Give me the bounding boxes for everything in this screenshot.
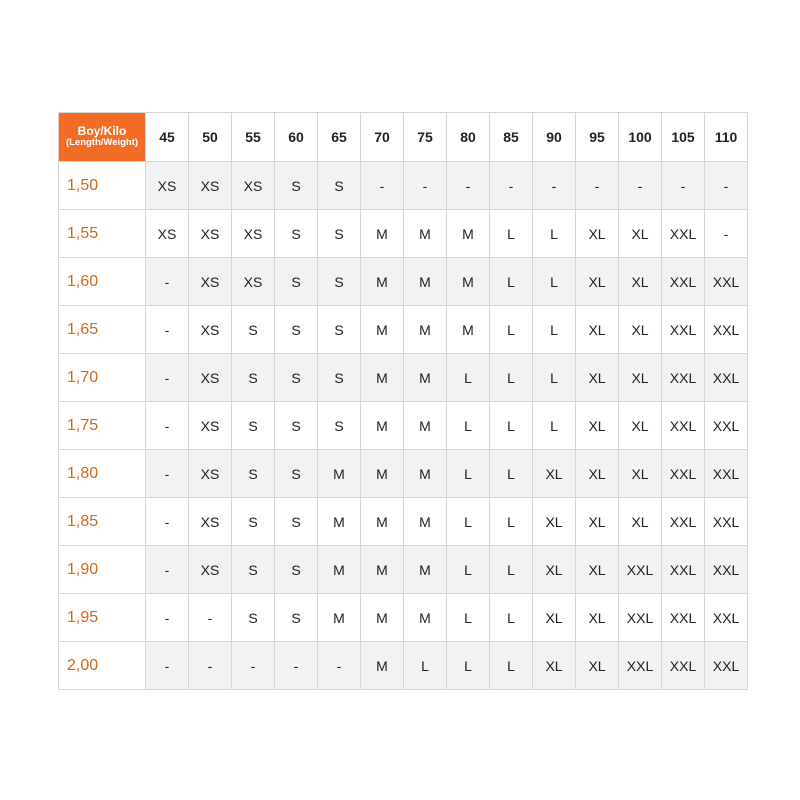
size-cell: S bbox=[275, 210, 318, 258]
size-cell: XS bbox=[146, 162, 189, 210]
size-cell: L bbox=[490, 354, 533, 402]
size-cell: XXL bbox=[705, 258, 748, 306]
height-label-cell: 1,65 bbox=[59, 306, 146, 354]
size-cell: L bbox=[490, 594, 533, 642]
size-cell: S bbox=[275, 354, 318, 402]
size-cell: S bbox=[275, 306, 318, 354]
weight-header-cell: 105 bbox=[662, 113, 705, 162]
size-cell: XL bbox=[619, 258, 662, 306]
height-label-cell: 1,55 bbox=[59, 210, 146, 258]
size-cell: XXL bbox=[705, 498, 748, 546]
size-cell: XXL bbox=[619, 546, 662, 594]
size-cell: XL bbox=[533, 546, 576, 594]
size-cell: - bbox=[146, 354, 189, 402]
table-row bbox=[59, 258, 748, 306]
size-cell: XXL bbox=[662, 306, 705, 354]
size-cell: L bbox=[490, 546, 533, 594]
size-cell: XXL bbox=[705, 450, 748, 498]
size-cell: L bbox=[447, 594, 490, 642]
size-cell: XL bbox=[576, 354, 619, 402]
weight-header-cell: 90 bbox=[533, 113, 576, 162]
size-cell: M bbox=[447, 258, 490, 306]
size-cell: S bbox=[232, 354, 275, 402]
size-cell: M bbox=[361, 450, 404, 498]
weight-header-cell: 45 bbox=[146, 113, 189, 162]
weight-header-cell: 70 bbox=[361, 113, 404, 162]
size-cell: XXL bbox=[662, 210, 705, 258]
size-cell: S bbox=[232, 450, 275, 498]
size-cell: M bbox=[404, 450, 447, 498]
size-cell: - bbox=[705, 210, 748, 258]
size-cell: L bbox=[533, 258, 576, 306]
size-cell: M bbox=[318, 450, 361, 498]
size-cell: M bbox=[404, 546, 447, 594]
weight-header-cell: 95 bbox=[576, 113, 619, 162]
size-cell: XS bbox=[146, 210, 189, 258]
size-cell: XL bbox=[576, 498, 619, 546]
size-cell: XL bbox=[619, 450, 662, 498]
size-cell: XXL bbox=[705, 546, 748, 594]
size-cell: M bbox=[404, 594, 447, 642]
size-cell: XS bbox=[189, 354, 232, 402]
size-cell: XS bbox=[189, 162, 232, 210]
weight-header-cell: 80 bbox=[447, 113, 490, 162]
size-cell: XL bbox=[619, 306, 662, 354]
size-cell: L bbox=[447, 354, 490, 402]
size-cell: L bbox=[490, 402, 533, 450]
size-cell: XXL bbox=[662, 258, 705, 306]
size-cell: - bbox=[576, 162, 619, 210]
size-cell: XL bbox=[533, 498, 576, 546]
size-cell: S bbox=[232, 498, 275, 546]
size-cell: XS bbox=[189, 402, 232, 450]
height-label-cell: 1,90 bbox=[59, 546, 146, 594]
size-cell: L bbox=[533, 354, 576, 402]
weight-header-cell: 55 bbox=[232, 113, 275, 162]
size-cell: - bbox=[404, 162, 447, 210]
corner-header-cell bbox=[59, 113, 146, 162]
size-cell: S bbox=[232, 402, 275, 450]
size-cell: S bbox=[275, 450, 318, 498]
table-row bbox=[59, 402, 748, 450]
table-row bbox=[59, 354, 748, 402]
size-cell: - bbox=[705, 162, 748, 210]
size-cell: - bbox=[146, 642, 189, 690]
size-cell: XXL bbox=[705, 306, 748, 354]
size-cell: S bbox=[275, 402, 318, 450]
size-cell: M bbox=[361, 498, 404, 546]
size-cell: M bbox=[404, 258, 447, 306]
size-cell: M bbox=[361, 594, 404, 642]
size-cell: XXL bbox=[705, 594, 748, 642]
size-cell: M bbox=[361, 402, 404, 450]
weight-header-cell: 65 bbox=[318, 113, 361, 162]
height-label-cell: 2,00 bbox=[59, 642, 146, 690]
size-chart-table bbox=[58, 112, 748, 690]
size-cell: - bbox=[146, 402, 189, 450]
size-cell: XL bbox=[619, 210, 662, 258]
size-cell: - bbox=[619, 162, 662, 210]
table-row bbox=[59, 642, 748, 690]
size-cell: - bbox=[189, 642, 232, 690]
size-cell: - bbox=[146, 498, 189, 546]
height-label-cell: 1,50 bbox=[59, 162, 146, 210]
weight-header-cell: 50 bbox=[189, 113, 232, 162]
size-cell: S bbox=[318, 402, 361, 450]
size-cell: L bbox=[490, 450, 533, 498]
size-cell: XXL bbox=[662, 642, 705, 690]
size-cell: L bbox=[490, 306, 533, 354]
size-cell: M bbox=[404, 210, 447, 258]
size-cell: L bbox=[490, 210, 533, 258]
table-row bbox=[59, 498, 748, 546]
size-cell: XS bbox=[189, 258, 232, 306]
size-cell: S bbox=[318, 210, 361, 258]
size-cell: XL bbox=[576, 450, 619, 498]
size-cell: XL bbox=[533, 642, 576, 690]
size-cell: - bbox=[146, 546, 189, 594]
size-cell: XL bbox=[533, 450, 576, 498]
table-body bbox=[59, 162, 748, 690]
size-cell: S bbox=[318, 162, 361, 210]
size-cell: XXL bbox=[662, 546, 705, 594]
weight-header-cell: 110 bbox=[705, 113, 748, 162]
size-cell: XS bbox=[232, 162, 275, 210]
weight-header-cell: 75 bbox=[404, 113, 447, 162]
size-cell: M bbox=[361, 546, 404, 594]
size-cell: S bbox=[275, 258, 318, 306]
height-label-cell: 1,75 bbox=[59, 402, 146, 450]
size-cell: L bbox=[447, 546, 490, 594]
table-header bbox=[59, 113, 748, 162]
size-cell: - bbox=[146, 258, 189, 306]
size-cell: XL bbox=[619, 402, 662, 450]
size-cell: S bbox=[232, 306, 275, 354]
size-cell: S bbox=[318, 354, 361, 402]
corner-title: Boy/Kilo bbox=[77, 123, 127, 138]
size-cell: XL bbox=[576, 402, 619, 450]
height-label-cell: 1,95 bbox=[59, 594, 146, 642]
size-cell: XL bbox=[576, 306, 619, 354]
table-row bbox=[59, 306, 748, 354]
size-cell: L bbox=[447, 402, 490, 450]
size-cell: XS bbox=[189, 498, 232, 546]
height-label-cell: 1,85 bbox=[59, 498, 146, 546]
table-row bbox=[59, 546, 748, 594]
size-cell: XS bbox=[232, 210, 275, 258]
size-cell: XL bbox=[576, 258, 619, 306]
size-cell: S bbox=[275, 162, 318, 210]
size-cell: M bbox=[404, 498, 447, 546]
size-cell: M bbox=[318, 594, 361, 642]
table-row bbox=[59, 450, 748, 498]
size-cell: L bbox=[404, 642, 447, 690]
size-cell: - bbox=[490, 162, 533, 210]
size-cell: XL bbox=[576, 546, 619, 594]
size-cell: L bbox=[533, 306, 576, 354]
size-cell: XXL bbox=[662, 354, 705, 402]
table-row bbox=[59, 594, 748, 642]
size-cell: XXL bbox=[662, 498, 705, 546]
size-cell: XS bbox=[232, 258, 275, 306]
size-cell: M bbox=[318, 498, 361, 546]
size-cell: M bbox=[447, 210, 490, 258]
size-cell: XS bbox=[189, 546, 232, 594]
size-cell: XS bbox=[189, 210, 232, 258]
size-cell: XXL bbox=[662, 402, 705, 450]
height-label-cell: 1,80 bbox=[59, 450, 146, 498]
size-cell: L bbox=[490, 642, 533, 690]
size-cell: - bbox=[662, 162, 705, 210]
header-row bbox=[59, 113, 748, 162]
size-cell: XXL bbox=[662, 450, 705, 498]
weight-header-cell: 85 bbox=[490, 113, 533, 162]
size-cell: S bbox=[275, 546, 318, 594]
size-cell: L bbox=[490, 498, 533, 546]
size-cell: L bbox=[533, 210, 576, 258]
size-cell: M bbox=[361, 306, 404, 354]
size-cell: L bbox=[447, 498, 490, 546]
size-cell: - bbox=[232, 642, 275, 690]
size-cell: XL bbox=[533, 594, 576, 642]
size-cell: L bbox=[490, 258, 533, 306]
size-cell: M bbox=[404, 306, 447, 354]
size-cell: XL bbox=[576, 210, 619, 258]
size-cell: XXL bbox=[705, 402, 748, 450]
size-cell: - bbox=[146, 450, 189, 498]
size-cell: XS bbox=[189, 306, 232, 354]
size-cell: L bbox=[447, 642, 490, 690]
size-cell: XL bbox=[576, 642, 619, 690]
size-cell: M bbox=[361, 642, 404, 690]
size-cell: XXL bbox=[705, 354, 748, 402]
size-cell: S bbox=[275, 498, 318, 546]
size-cell: M bbox=[361, 210, 404, 258]
size-cell: - bbox=[146, 306, 189, 354]
size-cell: M bbox=[361, 258, 404, 306]
size-cell: XXL bbox=[619, 594, 662, 642]
size-cell: M bbox=[361, 354, 404, 402]
size-cell: XL bbox=[576, 594, 619, 642]
size-cell: M bbox=[404, 354, 447, 402]
weight-header-cell: 60 bbox=[275, 113, 318, 162]
size-cell: - bbox=[447, 162, 490, 210]
size-cell: S bbox=[232, 594, 275, 642]
size-cell: M bbox=[404, 402, 447, 450]
size-cell: - bbox=[146, 594, 189, 642]
size-cell: S bbox=[275, 594, 318, 642]
table-row bbox=[59, 210, 748, 258]
size-cell: - bbox=[318, 642, 361, 690]
size-cell: XS bbox=[189, 450, 232, 498]
height-label-cell: 1,70 bbox=[59, 354, 146, 402]
size-cell: S bbox=[318, 306, 361, 354]
size-cell: M bbox=[318, 546, 361, 594]
corner-subtitle: (Length/Weight) bbox=[65, 137, 139, 149]
table-row bbox=[59, 162, 748, 210]
size-cell: XXL bbox=[662, 594, 705, 642]
size-cell: XXL bbox=[705, 642, 748, 690]
size-cell: S bbox=[318, 258, 361, 306]
size-cell: S bbox=[232, 546, 275, 594]
size-cell: L bbox=[533, 402, 576, 450]
size-cell: - bbox=[275, 642, 318, 690]
size-cell: XXL bbox=[619, 642, 662, 690]
size-cell: XL bbox=[619, 354, 662, 402]
size-cell: - bbox=[189, 594, 232, 642]
size-cell: XL bbox=[619, 498, 662, 546]
weight-header-cell: 100 bbox=[619, 113, 662, 162]
size-cell: - bbox=[361, 162, 404, 210]
height-label-cell: 1,60 bbox=[59, 258, 146, 306]
size-cell: M bbox=[447, 306, 490, 354]
size-cell: L bbox=[447, 450, 490, 498]
size-cell: - bbox=[533, 162, 576, 210]
